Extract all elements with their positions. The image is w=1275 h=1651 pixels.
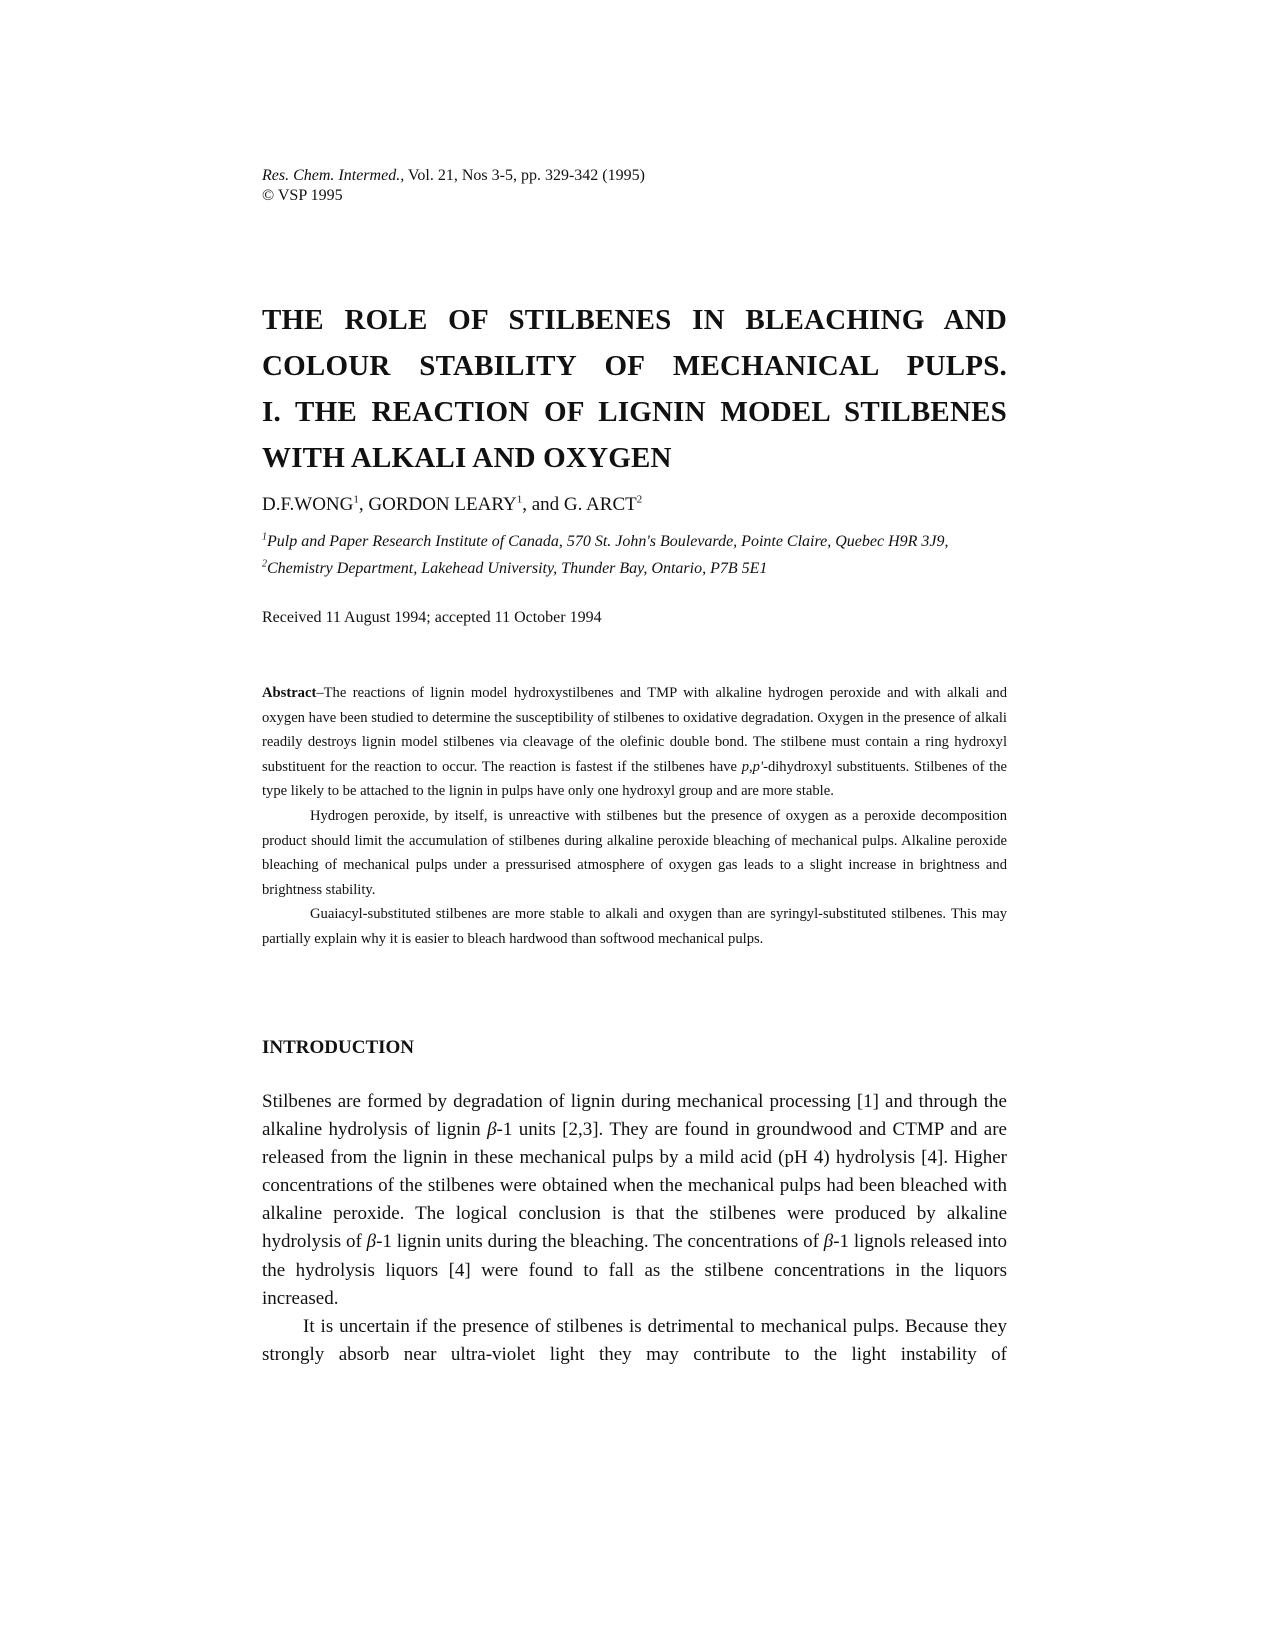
affiliation-text: Chemistry Department, Lakehead University, Thunder Bay, Ontario, P7B 5E1 [267, 560, 768, 577]
beta-symbol: β [366, 1231, 377, 1253]
body-paragraph [262, 1088, 1007, 1313]
affiliation-line [262, 555, 1007, 582]
introduction-body [262, 1088, 1007, 1369]
affiliation-line [262, 528, 1007, 555]
author-list [262, 493, 1007, 517]
body-paragraph: It is uncertain if the presence of stilbenes is detrimental to mechanical pulps. Because they strongly absorb near ultra-violet light they may contribute to the light instability of [262, 1315, 1007, 1365]
affiliation-text: Pulp and Paper Research Institute of Canada, 570 St. John's Boulevarde, Pointe Claire, Quebec H9R 3J9, [267, 533, 949, 550]
journal-name: Res. Chem. Intermed., [262, 167, 405, 184]
affiliations [262, 528, 1007, 582]
title-line: THE ROLE OF STILBENES IN BLEACHING AND [262, 304, 1007, 336]
title-line: WITH ALKALI AND OXYGEN [262, 442, 672, 474]
abstract-text: -dihydroxyl substituents. Stilbenes of the type likely to be attached to the lignin in pulps have only one hydroxyl group and are more stable. [262, 758, 1007, 800]
affiliation-marker: 1 [353, 493, 359, 506]
beta-symbol: β [487, 1119, 497, 1141]
abstract-text: –The reactions of lignin model hydroxystilbenes and TMP with alkaline hydrogen peroxide and with alkali and oxygen have been studied to determine the susceptibility of stilbenes to oxidative degradation. Oxygen in the presence of alkali readily destroys lignin model stilbenes via cleavage of the olefinic double bond. The stilbene must contain a ring hydroxyl substituent for the reaction to occur. The reaction is fastest if the stilbenes have [262, 685, 1007, 775]
paper-title [262, 297, 1007, 481]
author-separator: , [358, 494, 369, 515]
author-name: D.F.WONG [262, 494, 354, 515]
title-line: COLOUR STABILITY OF MECHANICAL PULPS. [262, 350, 1007, 382]
body-text: -1 lignin units during the bleaching. The concentrations of [376, 1231, 824, 1253]
body-text: -1 lignols released into the hydrolysis liquors [4] were found to fall as the stilbene concentrations in the liquors increased. [262, 1231, 1007, 1309]
affiliation-marker: 2 [262, 558, 267, 570]
author-name: GORDON LEARY [368, 494, 517, 515]
beta-symbol: β [823, 1231, 834, 1253]
affiliation-marker: 2 [636, 493, 643, 506]
citation-line [262, 166, 1007, 186]
copyright: © VSP 1995 [262, 187, 343, 204]
abstract-italic: p,p' [741, 758, 764, 775]
abstract-label: Abstract [262, 685, 317, 701]
abstract-paragraph: Hydrogen peroxide, by itself, is unreactive with stilbenes but the presence of oxygen as a peroxide decomposition product should limit the accumulation of stilbenes during alkaline peroxide bleaching of mechanical pulps. Alkaline peroxide bleaching of mechanical pulps under a pressurised atmosphere of oxygen gas leads to a slight increase in brightness and brightness stability. [262, 807, 1007, 898]
body-text: Stilbenes are formed by degradation of lignin during mechanical processing [1] and through the alkaline hydrolysis of lignin [262, 1091, 1007, 1141]
author-name: G. ARCT [563, 494, 637, 515]
affiliation-marker: 1 [262, 531, 267, 543]
affiliation-marker: 1 [516, 493, 523, 506]
abstract-paragraph: Guaiacyl-substituted stilbenes are more stable to alkali and oxygen than are syringyl-substituted stilbenes. This may partially explain why it is easier to bleach hardwood than softwood mechanical pulps. [262, 906, 1007, 947]
abstract [262, 681, 1007, 952]
abstract-paragraph [262, 681, 1007, 804]
journal-header [262, 166, 1007, 206]
section-heading: INTRODUCTION [262, 1037, 415, 1058]
author-separator: , and [522, 494, 564, 515]
title-line: I. THE REACTION OF LIGNIN MODEL STILBENES [262, 396, 1007, 428]
body-text: -1 units [2,3]. They are found in groundwood and CTMP and are released from the lignin in these mechanical pulps by a mild acid (pH 4) hydrolysis [4]. Higher concentrations of the stilbenes were obtained when the mechanical pulps had been bleached with alkaline peroxide. The logical conclusion is that the stilbenes were produced by alkaline hydrolysis of [262, 1119, 1007, 1253]
received-dates: Received 11 August 1994; accepted 11 October 1994 [262, 609, 602, 626]
volume-pages: Vol. 21, Nos 3-5, pp. 329-342 (1995) [407, 167, 645, 184]
